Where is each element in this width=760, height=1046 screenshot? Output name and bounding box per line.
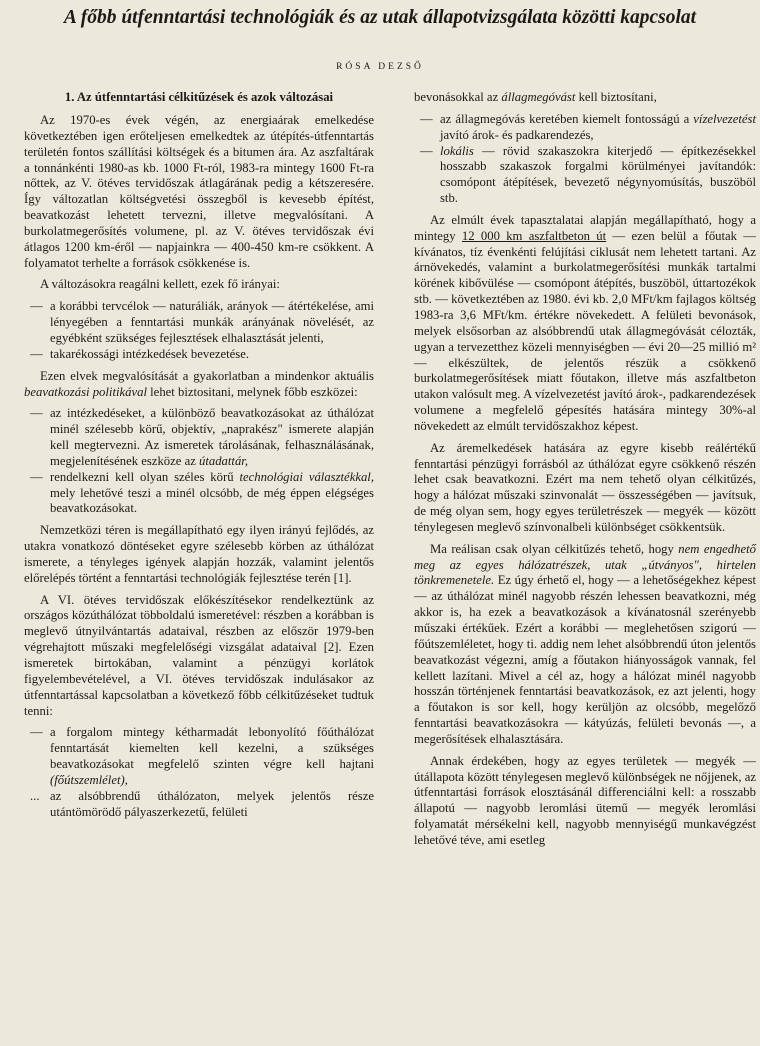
section-heading: 1. Az útfenntartási célkitűzések és azok változásai xyxy=(64,90,334,104)
list-item: — az intézkedéseket, a különböző beavatkozásokat az úthálózat minél szélesebb körű, objektív, „naprakész" ismerete alapján kell megtervezni. Az ismeretek tárolásának, felhasználásának, megjelenítésének eszköze az útadattár, xyxy=(30,406,374,468)
paragraph: Nemzetközi téren is megállapítható egy ilyen irányú fejlődés, az utakra vonatkozó döntéseket egyre szélesebb körben az úthálózat ismerete, a tényleges igények alapján hozzák, valamint jelentős előrelépés történt a fenntartási technológiák fejlesztése terén [1]. xyxy=(24,523,374,585)
paragraph: bevonásokkal az állagmegóvást kell biztosítani, xyxy=(414,90,657,104)
paragraph: Ma reálisan csak olyan célkitűzés tehető, hogy nem engedhető meg az egyes hálózatrészek, utak „útványos", hirtelen tönkremenetele. Ez úgy érhető el, hogy — a lehetőségekhez képest — az úthálózat minél nagyobb részén lehessen beavatkozni, még akkor is, ha ezek a beavatkozások a kívánatosnál szerényebb műszaki értékűek. Ezért a korábbi — meglehetősen szigorú — főútszemléletet, hogy ti. addig nem lehet alsóbbrendű úton jelentős beavatkozást végezni, amíg a főutakon hiányosságok vannak, fel kellett lazítani. Mivel a cél az, hogy a hálózat minél nagyobb hosszán történjenek fenntartási beavatkozások, ez azt jelenti, hogy a főutakon is sor kell, hogy kerüljön az olcsóbb, megelőző fenntartási beavatkozásokra — kátyúzás, felületi bevonás —, a megerősítések elhalasztására. xyxy=(414,541,756,746)
paragraph: A változásokra reagálni kellett, ezek fő irányai: xyxy=(40,277,280,292)
paragraph: Az elmúlt évek tapasztalatai alapján megállapítható, hogy a mintegy 12 000 km aszfaltbeton út — ezen belül a főutak — kívánatos, tíz évenkénti felújítási ciklusát nem lehetett tartani. Az árnövekedés, valamint a burkolatmegerősítési munkák tartalmi körének kibővülése — csomópont átépítés, buszöböl, úttartozékok stb. — következtében az 1980. évi kb. 2,0 MFt/km fajlagos költség 1983-ra 3,6 MFt/km. értékre növekedett. A felületi bevonások, melyek elsősorban az alsóbbrendű utak állagmegóvását célozták, ugyan a tervezetthez közeli mennyiségben — évi 20—25 millió m² — elkészültek, de jelentős részük a csökkenő burkolatmegerősítések miatt főutakon, illetve más aszfaltbeton utakon valósult meg. A vízelvezetést javító árok-, padkarendezések volumene a megfelelő gépesítés hatására mintegy 30%-al növekedett az elmúlt tervidőszakhoz képest. xyxy=(414,212,756,433)
list-item: — a korábbi tervcélok — naturáliák, arányok — átértékelése, ami lényegében a fenntartási munkák arányának növelését, az egyébként szükséges fejlesztések elhalasztását jelenti, xyxy=(30,299,374,345)
bullet-list xyxy=(24,299,374,362)
underlined-phrase: 12 000 km aszfaltbeton út xyxy=(461,228,607,243)
paragraph: Az 1970-es évek végén, az energiaárak emelkedése következtében igen erőteljesen emelkedtek az útépítés-útfenntartás területén fontos szállítási költségek és a bitumen ára. Az aszfaltárak a tonnánkénti 1980-as kb. 1000 Ft-ról, 1983-ra mintegy 1600 Ft-ra nőttek, az V. ötéves tervidőszak átlagárának pedig a kétszeresére. Így változatlan költségvetési összegből is kevesebb építést, beavatkozást lehetett tervezni, illetve megvalósítani. A burkolatmegerősítés volumene, pl. az V. ötéves tervidőszak évi átlagos 1200 km-éről — napjainkra — 400-450 km-re csökkent. A folyamatot terhelte a források csökkenése is. xyxy=(24,113,374,270)
list-item: — az állagmegóvás keretében kiemelt fontosságú a vízelvezetést javító árok- és padkarendezés, xyxy=(420,111,756,142)
author-name: RÓSA DEZSŐ xyxy=(336,62,424,72)
paragraph: Az áremelkedések hatására az egyre kisebb reálértékű fenntartási pénzügyi forrásból az úthálózat egyre csökkenő részén lehet csak beavatkozni. Ezért ma nem tehető olyan célkitűzés, hogy a hálózat műszaki szinvonalát — összességében — javítsuk, de még olyan sem, hogy egyes területrészek — megyék — között ténylegesen meglevő színvonalbeli különbséget csökkentsük. xyxy=(414,440,756,534)
list-item: — rendelkezni kell olyan széles körű technológiai választékkal, mely lehetővé teszi a minél olcsóbb, de még éppen elégséges beavatkozásokat. xyxy=(30,469,374,516)
list-item: — takarékossági intézkedések bevezetése. xyxy=(30,346,250,361)
paragraph: Ezen elvek megvalósítását a gyakorlatban a mindenkor aktuális beavatkozási politikával lehet biztositani, melynek főbb eszközei: xyxy=(24,368,374,399)
list-item: — lokális — rövid szakaszokra kiterjedő — építkezésekkel hosszabb szakaszok forgalmi körülményei javítandók: csomópont átépítések, bevezető négynyomúsítás, buszöböl stb. xyxy=(420,143,756,206)
bullet-list xyxy=(24,406,374,517)
right-column xyxy=(414,90,756,855)
bullet-list xyxy=(414,112,756,207)
left-column xyxy=(24,90,374,826)
paragraph: A VI. ötéves tervidőszak előkészítésekor rendelkeztünk az országos közúthálózat többoldalú ismeretével: részben a korábban is meglevő útnyilvántartás adataival, részben az először 1979-ben végrehajtott műszaki megfelelőségi vizsgálat adataival [2]. Ezen ismeretek birtokában, valamint a pénzügyi korlátok figyelembevételével, a VI. ötéves tervidőszak indulásakor az útfenntartással kapcsolatban a következő főbb célkitűzéseket tudtuk tenni: xyxy=(24,592,374,718)
paragraph: Annak érdekében, hogy az egyes területek — megyék — útállapota között ténylegesen meglevő különbségek ne nőjjenek, az útfenntartási források elosztásánál differenciálni kell: a rosszabb állapotú — nagyobb leromlási ütemű — megyék leromlási folyamatát mérsékelni kell, nagyobb mennyiségű munkavégzést lehetővé téve, ami esetleg xyxy=(414,753,756,847)
list-item: ... az alsóbbrendű úthálózaton, melyek jelentős része utántömörödő pályaszerkezetű, felületi xyxy=(30,788,374,819)
article-title: A főbb útfenntartási technológiák és az utak állapotvizsgálata közötti kapcsolat xyxy=(63,7,697,28)
bullet-list xyxy=(24,725,374,820)
list-item: — a forgalom mintegy kétharmadát lebonyolító főúthálózat fenntartását kiemelten kell kezelni, a szükséges beavatkozásokat megfelelő szinten végre kell hajtani (főútszemlélet), xyxy=(30,725,374,787)
